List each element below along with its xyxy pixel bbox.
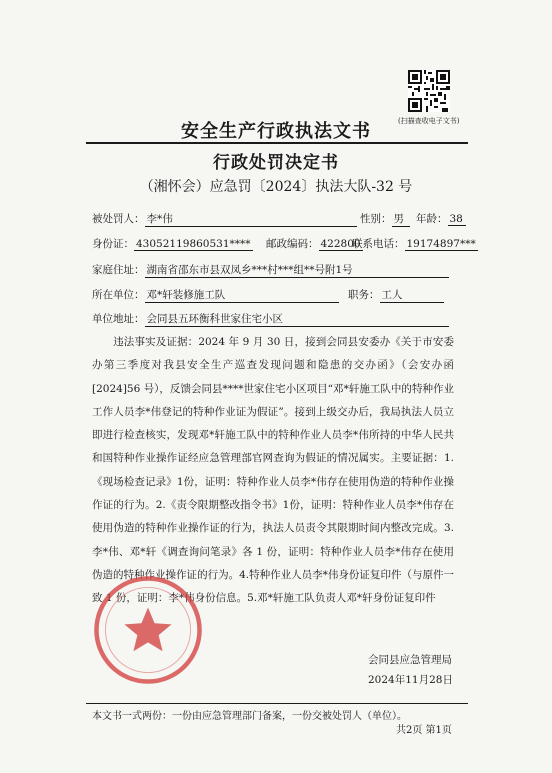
document-title: 行政处罚决定书 [213, 153, 339, 173]
party-name-field [92, 211, 357, 227]
footer-divider [86, 703, 468, 704]
official-seal [92, 574, 204, 686]
employer-label: 所在单位： [92, 289, 145, 301]
unit-address-label: 单位地址： [92, 313, 145, 325]
postcode-field [266, 236, 363, 251]
qr-caption: (扫描查收电子文书) [398, 117, 460, 125]
unit-address-field [92, 311, 449, 327]
phone-field [352, 236, 478, 251]
document-number: （湘怀会）应急罚〔2024〕执法大队-32 号 [139, 179, 413, 195]
age-field [416, 211, 466, 226]
employer-field [92, 287, 339, 303]
party-name-label: 被处罚人： [92, 213, 145, 225]
position-value: 工人 [380, 287, 444, 303]
gender-value: 男 [392, 211, 410, 227]
age-value: 38 [448, 213, 466, 226]
employer-value: 邓*轩装修施工队 [145, 287, 339, 303]
footer-note: 本文书一式两份：一份由应急管理部门备案，一份交被处罚人（单位）。 [92, 711, 407, 722]
phone-value: 19174897*** [406, 238, 476, 250]
postcode-value: 422800 [320, 238, 361, 250]
position-field [348, 287, 444, 303]
age-label: 年龄： [416, 213, 448, 225]
title-divider [86, 142, 468, 144]
violation-facts-text: 违法事实及证据：2024 年 9 月 30 日，接到会同县安委办《关于市安委办第三季度对我县安全生产巡查发现问题和隐患的交办函》（会安办函[2024]56 号），反馈会同县****世家住宅小区项目“邓*轩施工队中的特种作业工作人员李*伟登记的特种作业证为假证”。接到上级交办后，我局执法人员立即进行检查核实，发现邓*轩施工队中的特种作业人员李*伟所持的中华人民共和国特种作业操作证经应急管理部官网查询为假证的情况属实。主要证据：1.《现场检查记录》1份，证明：特种作业人员李*伟存在使用伪造的特种作业操作证的行为。2.《责令限期整改指令书》1份，证明：特种作业人员李*伟存在使用伪造的特种作业操作证的行为，执法人员责令其限期时间内整改完成。3.李*伟、邓*轩《调查询问笔录》各 1 份，证明：特种作业人员李*伟存在使用伪造的特种作业操作证的行为。4.特种作业人员李*伟身份证复印件（与原件一致 1 份，证明：李*伟身份信息。5.邓*轩施工队负责人邓*轩身份证复印件 [92, 336, 454, 605]
document-category-title: 安全生产行政执法文书 [181, 121, 371, 142]
id-label: 身份证： [92, 238, 134, 250]
id-field [92, 236, 253, 251]
address-field [92, 262, 449, 278]
qr-code [408, 70, 450, 112]
issue-date: 2024年11月28日 [368, 674, 453, 686]
address-value: 湖南省邵东市县双凤乡***村***组**号附1号 [145, 262, 449, 278]
address-label: 家庭住址： [92, 264, 145, 276]
id-value: 43052119860531**** [136, 238, 251, 250]
gender-field [360, 211, 410, 227]
party-name-value: 李*伟 [145, 211, 357, 227]
page-number: 共2页 第1页 [396, 725, 452, 736]
unit-address-value: 会同县五环衡科世家住宅小区 [145, 311, 449, 327]
position-label: 职务： [348, 289, 380, 301]
gender-label: 性别： [360, 213, 392, 225]
violation-facts-paragraph [92, 331, 454, 611]
postcode-label: 邮政编码： [266, 238, 319, 250]
phone-label: 联系电话： [352, 238, 405, 250]
issuing-organization: 会同县应急管理局 [368, 654, 452, 666]
